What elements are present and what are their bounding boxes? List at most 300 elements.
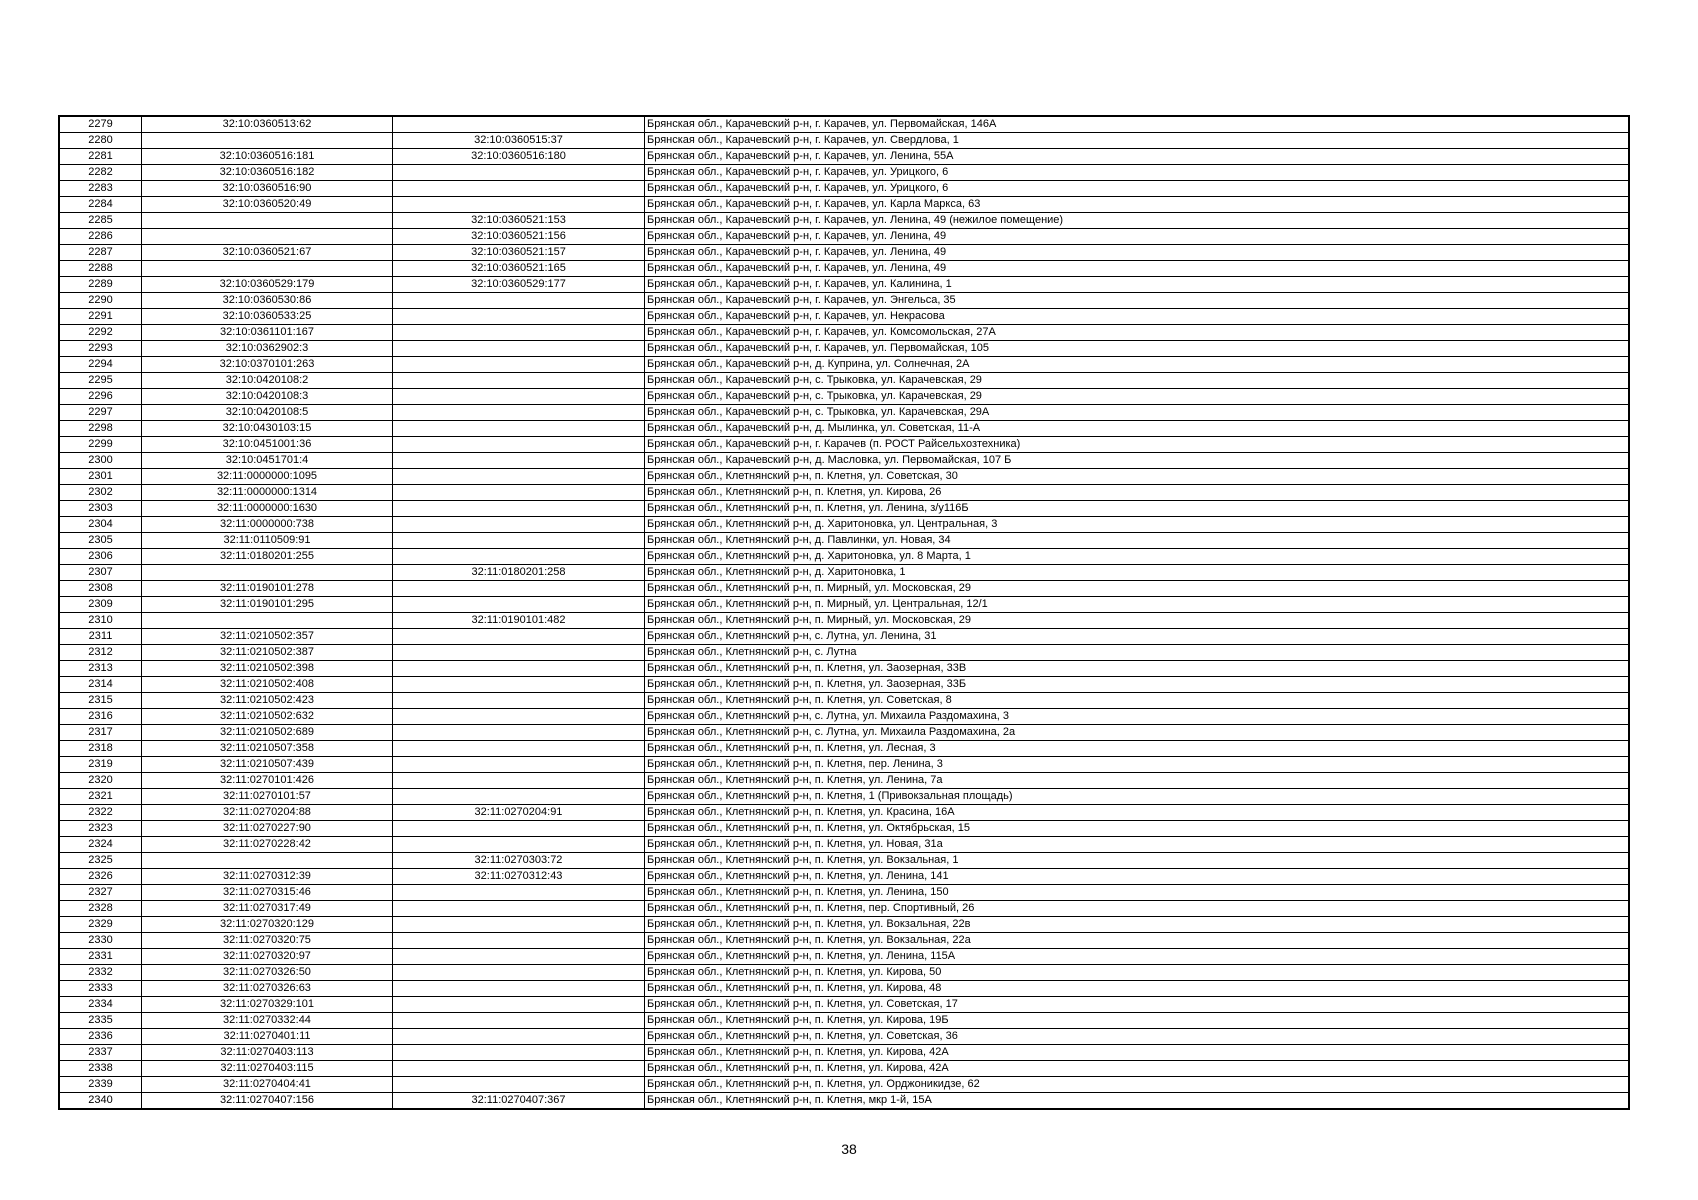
row-number-cell: 2321 xyxy=(59,789,142,805)
related-cadastral-number-cell xyxy=(393,1077,645,1093)
address-cell: Брянская обл., Клетнянский р-н, п. Клетня, пер. Ленина, 3 xyxy=(645,757,1630,773)
row-number-cell: 2323 xyxy=(59,821,142,837)
address-cell: Брянская обл., Клетнянский р-н, п. Клетня, ул. Октябрьская, 15 xyxy=(645,821,1630,837)
related-cadastral-number-cell xyxy=(393,309,645,325)
related-cadastral-number-cell xyxy=(393,949,645,965)
related-cadastral-number-cell xyxy=(393,469,645,485)
address-cell: Брянская обл., Клетнянский р-н, п. Клетня, ул. Вокзальная, 1 xyxy=(645,853,1630,869)
row-number-cell: 2302 xyxy=(59,485,142,501)
table-row xyxy=(59,613,1629,629)
cadastral-number-cell: 32:11:0270329:101 xyxy=(142,997,393,1013)
row-number-cell: 2292 xyxy=(59,325,142,341)
related-cadastral-number-cell xyxy=(393,981,645,997)
address-cell: Брянская обл., Клетнянский р-н, п. Клетня, ул. Советская, 17 xyxy=(645,997,1630,1013)
related-cadastral-number-cell xyxy=(393,181,645,197)
address-cell: Брянская обл., Клетнянский р-н, п. Клетня, ул. Кирова, 42А xyxy=(645,1045,1630,1061)
table-row xyxy=(59,277,1629,293)
address-cell: Брянская обл., Клетнянский р-н, п. Клетня, ул. Кирова, 42А xyxy=(645,1061,1630,1077)
address-cell: Брянская обл., Клетнянский р-н, п. Клетня, ул. Кирова, 50 xyxy=(645,965,1630,981)
row-number-cell: 2296 xyxy=(59,389,142,405)
address-cell: Брянская обл., Клетнянский р-н, п. Клетня, ул. Вокзальная, 22а xyxy=(645,933,1630,949)
table-row xyxy=(59,325,1629,341)
address-cell: Брянская обл., Клетнянский р-н, д. Харитоновка, 1 xyxy=(645,565,1630,581)
related-cadastral-number-cell: 32:11:0270407:367 xyxy=(393,1093,645,1110)
related-cadastral-number-cell: 32:10:0360516:180 xyxy=(393,149,645,165)
table-row xyxy=(59,261,1629,277)
related-cadastral-number-cell xyxy=(393,341,645,357)
address-cell: Брянская обл., Клетнянский р-н, п. Клетня, пер. Спортивный, 26 xyxy=(645,901,1630,917)
address-cell: Брянская обл., Клетнянский р-н, п. Клетня, ул. Кирова, 48 xyxy=(645,981,1630,997)
address-cell: Брянская обл., Клетнянский р-н, с. Лутна xyxy=(645,645,1630,661)
row-number-cell: 2318 xyxy=(59,741,142,757)
table-row xyxy=(59,309,1629,325)
address-cell: Брянская обл., Клетнянский р-н, п. Клетня, ул. Лесная, 3 xyxy=(645,741,1630,757)
row-number-cell: 2327 xyxy=(59,885,142,901)
table-row xyxy=(59,357,1629,373)
address-cell: Брянская обл., Клетнянский р-н, п. Клетня, ул. Орджоникидзе, 62 xyxy=(645,1077,1630,1093)
address-cell: Брянская обл., Клетнянский р-н, п. Клетня, ул. Ленина, 115А xyxy=(645,949,1630,965)
row-number-cell: 2279 xyxy=(59,116,142,133)
cadastral-number-cell: 32:10:0420108:2 xyxy=(142,373,393,389)
row-number-cell: 2298 xyxy=(59,421,142,437)
cadastral-number-cell: 32:11:0210502:689 xyxy=(142,725,393,741)
table-row xyxy=(59,869,1629,885)
address-cell: Брянская обл., Карачевский р-н, г. Карачев, ул. Калинина, 1 xyxy=(645,277,1630,293)
related-cadastral-number-cell xyxy=(393,725,645,741)
row-number-cell: 2336 xyxy=(59,1029,142,1045)
related-cadastral-number-cell xyxy=(393,965,645,981)
cadastral-number-cell: 32:11:0210502:357 xyxy=(142,629,393,645)
row-number-cell: 2333 xyxy=(59,981,142,997)
row-number-cell: 2301 xyxy=(59,469,142,485)
related-cadastral-number-cell xyxy=(393,821,645,837)
related-cadastral-number-cell xyxy=(393,293,645,309)
row-number-cell: 2319 xyxy=(59,757,142,773)
table-row xyxy=(59,389,1629,405)
related-cadastral-number-cell: 32:10:0360521:165 xyxy=(393,261,645,277)
table-row xyxy=(59,181,1629,197)
table-row xyxy=(59,453,1629,469)
table-row xyxy=(59,805,1629,821)
cadastral-number-cell: 32:11:0110509:91 xyxy=(142,533,393,549)
cadastral-number-cell xyxy=(142,261,393,277)
related-cadastral-number-cell xyxy=(393,501,645,517)
cadastral-number-cell: 32:10:0370101:263 xyxy=(142,357,393,373)
page-number: 38 xyxy=(841,1141,857,1157)
related-cadastral-number-cell: 32:11:0270204:91 xyxy=(393,805,645,821)
table-row xyxy=(59,661,1629,677)
related-cadastral-number-cell xyxy=(393,1061,645,1077)
table-row xyxy=(59,789,1629,805)
address-cell: Брянская обл., Клетнянский р-н, п. Клетня, 1 (Привокзальная площадь) xyxy=(645,789,1630,805)
address-cell: Брянская обл., Клетнянский р-н, д. Харитоновка, ул. Центральная, 3 xyxy=(645,517,1630,533)
address-cell: Брянская обл., Клетнянский р-н, п. Клетня, ул. Советская, 36 xyxy=(645,1029,1630,1045)
cadastral-number-cell xyxy=(142,613,393,629)
row-number-cell: 2337 xyxy=(59,1045,142,1061)
table-row xyxy=(59,501,1629,517)
related-cadastral-number-cell: 32:11:0270303:72 xyxy=(393,853,645,869)
related-cadastral-number-cell xyxy=(393,453,645,469)
table-row xyxy=(59,565,1629,581)
cadastral-number-cell: 32:11:0210502:398 xyxy=(142,661,393,677)
related-cadastral-number-cell xyxy=(393,357,645,373)
related-cadastral-number-cell xyxy=(393,661,645,677)
row-number-cell: 2308 xyxy=(59,581,142,597)
row-number-cell: 2320 xyxy=(59,773,142,789)
address-cell: Брянская обл., Карачевский р-н, д. Куприна, ул. Солнечная, 2А xyxy=(645,357,1630,373)
cadastral-number-cell: 32:11:0210507:439 xyxy=(142,757,393,773)
address-cell: Брянская обл., Карачевский р-н, г. Карачев (п. РОСТ Райсельхозтехника) xyxy=(645,437,1630,453)
table-row xyxy=(59,341,1629,357)
table-row xyxy=(59,1061,1629,1077)
table-row xyxy=(59,437,1629,453)
cadastral-number-cell: 32:11:0270320:129 xyxy=(142,917,393,933)
address-cell: Брянская обл., Карачевский р-н, г. Карачев, ул. Ленина, 55А xyxy=(645,149,1630,165)
address-cell: Брянская обл., Клетнянский р-н, п. Клетня, ул. Ленина, 150 xyxy=(645,885,1630,901)
row-number-cell: 2297 xyxy=(59,405,142,421)
address-cell: Брянская обл., Карачевский р-н, г. Карачев, ул. Свердлова, 1 xyxy=(645,133,1630,149)
table-row xyxy=(59,677,1629,693)
related-cadastral-number-cell xyxy=(393,933,645,949)
address-cell: Брянская обл., Карачевский р-н, г. Карачев, ул. Энгельса, 35 xyxy=(645,293,1630,309)
cadastral-number-cell xyxy=(142,213,393,229)
cadastral-number-cell: 32:11:0180201:255 xyxy=(142,549,393,565)
table-row xyxy=(59,533,1629,549)
table-row xyxy=(59,997,1629,1013)
cadastral-number-cell: 32:10:0430103:15 xyxy=(142,421,393,437)
cadastral-number-cell: 32:11:0270320:97 xyxy=(142,949,393,965)
cadastral-number-cell: 32:11:0190101:278 xyxy=(142,581,393,597)
address-cell: Брянская обл., Клетнянский р-н, п. Клетня, ул. Кирова, 19Б xyxy=(645,1013,1630,1029)
related-cadastral-number-cell xyxy=(393,901,645,917)
related-cadastral-number-cell xyxy=(393,325,645,341)
address-cell: Брянская обл., Клетнянский р-н, с. Лутна, ул. Михаила Раздомахина, 2а xyxy=(645,725,1630,741)
related-cadastral-number-cell xyxy=(393,1013,645,1029)
row-number-cell: 2307 xyxy=(59,565,142,581)
row-number-cell: 2312 xyxy=(59,645,142,661)
table-row xyxy=(59,116,1629,133)
related-cadastral-number-cell: 32:11:0270312:43 xyxy=(393,869,645,885)
related-cadastral-number-cell xyxy=(393,197,645,213)
address-cell: Брянская обл., Карачевский р-н, г. Карачев, ул. Урицкого, 6 xyxy=(645,165,1630,181)
row-number-cell: 2281 xyxy=(59,149,142,165)
related-cadastral-number-cell xyxy=(393,677,645,693)
related-cadastral-number-cell xyxy=(393,405,645,421)
cadastral-number-cell: 32:11:0270326:50 xyxy=(142,965,393,981)
related-cadastral-number-cell xyxy=(393,837,645,853)
cadastral-number-cell: 32:11:0270320:75 xyxy=(142,933,393,949)
table-row xyxy=(59,293,1629,309)
related-cadastral-number-cell xyxy=(393,709,645,725)
cadastral-number-cell: 32:10:0360516:182 xyxy=(142,165,393,181)
address-cell: Брянская обл., Клетнянский р-н, п. Клетня, ул. Заозерная, 33В xyxy=(645,661,1630,677)
row-number-cell: 2325 xyxy=(59,853,142,869)
table-row xyxy=(59,213,1629,229)
cadastral-number-cell: 32:11:0210502:387 xyxy=(142,645,393,661)
related-cadastral-number-cell xyxy=(393,485,645,501)
cadastral-number-cell: 32:11:0270315:46 xyxy=(142,885,393,901)
cadastral-number-cell: 32:10:0360521:67 xyxy=(142,245,393,261)
row-number-cell: 2299 xyxy=(59,437,142,453)
row-number-cell: 2285 xyxy=(59,213,142,229)
address-cell: Брянская обл., Клетнянский р-н, п. Клетня, ул. Кирова, 26 xyxy=(645,485,1630,501)
related-cadastral-number-cell xyxy=(393,581,645,597)
address-cell: Брянская обл., Клетнянский р-н, п. Клетня, ул. Вокзальная, 22в xyxy=(645,917,1630,933)
related-cadastral-number-cell xyxy=(393,629,645,645)
table-row xyxy=(59,549,1629,565)
related-cadastral-number-cell xyxy=(393,741,645,757)
row-number-cell: 2338 xyxy=(59,1061,142,1077)
row-number-cell: 2300 xyxy=(59,453,142,469)
related-cadastral-number-cell xyxy=(393,1029,645,1045)
table-row xyxy=(59,517,1629,533)
address-cell: Брянская обл., Карачевский р-н, с. Трыковка, ул. Карачевская, 29А xyxy=(645,405,1630,421)
related-cadastral-number-cell xyxy=(393,773,645,789)
table-row xyxy=(59,1029,1629,1045)
table-row xyxy=(59,405,1629,421)
cadastral-number-cell: 32:10:0360529:179 xyxy=(142,277,393,293)
row-number-cell: 2340 xyxy=(59,1093,142,1110)
related-cadastral-number-cell: 32:11:0190101:482 xyxy=(393,613,645,629)
table-row xyxy=(59,1013,1629,1029)
related-cadastral-number-cell xyxy=(393,165,645,181)
related-cadastral-number-cell xyxy=(393,757,645,773)
row-number-cell: 2280 xyxy=(59,133,142,149)
row-number-cell: 2294 xyxy=(59,357,142,373)
address-cell: Брянская обл., Карачевский р-н, г. Карачев, ул. Первомайская, 146А xyxy=(645,116,1630,133)
address-cell: Брянская обл., Клетнянский р-н, д. Павлинки, ул. Новая, 34 xyxy=(645,533,1630,549)
row-number-cell: 2291 xyxy=(59,309,142,325)
cadastral-number-cell xyxy=(142,565,393,581)
row-number-cell: 2329 xyxy=(59,917,142,933)
row-number-cell: 2290 xyxy=(59,293,142,309)
table-row xyxy=(59,853,1629,869)
row-number-cell: 2309 xyxy=(59,597,142,613)
row-number-cell: 2305 xyxy=(59,533,142,549)
cadastral-number-cell: 32:11:0270407:156 xyxy=(142,1093,393,1110)
cadastral-number-cell: 32:10:0360520:49 xyxy=(142,197,393,213)
row-number-cell: 2331 xyxy=(59,949,142,965)
related-cadastral-number-cell: 32:10:0360521:153 xyxy=(393,213,645,229)
related-cadastral-number-cell xyxy=(393,789,645,805)
related-cadastral-number-cell xyxy=(393,997,645,1013)
table-row xyxy=(59,917,1629,933)
table-row xyxy=(59,149,1629,165)
related-cadastral-number-cell xyxy=(393,1045,645,1061)
address-cell: Брянская обл., Клетнянский р-н, п. Мирный, ул. Центральная, 12/1 xyxy=(645,597,1630,613)
row-number-cell: 2286 xyxy=(59,229,142,245)
row-number-cell: 2293 xyxy=(59,341,142,357)
table-row xyxy=(59,773,1629,789)
row-number-cell: 2322 xyxy=(59,805,142,821)
table-row xyxy=(59,837,1629,853)
related-cadastral-number-cell: 32:10:0360529:177 xyxy=(393,277,645,293)
cadastral-number-cell: 32:10:0420108:5 xyxy=(142,405,393,421)
table-row xyxy=(59,1093,1629,1110)
related-cadastral-number-cell xyxy=(393,421,645,437)
table-row xyxy=(59,197,1629,213)
address-cell: Брянская обл., Карачевский р-н, г. Карачев, ул. Ленина, 49 xyxy=(645,229,1630,245)
address-cell: Брянская обл., Карачевский р-н, г. Карачев, ул. Карла Маркса, 63 xyxy=(645,197,1630,213)
cadastral-number-cell: 32:11:0270401:11 xyxy=(142,1029,393,1045)
table-row xyxy=(59,597,1629,613)
address-cell: Брянская обл., Карачевский р-н, г. Карачев, ул. Ленина, 49 (нежилое помещение) xyxy=(645,213,1630,229)
address-cell: Брянская обл., Карачевский р-н, г. Карачев, ул. Ленина, 49 xyxy=(645,261,1630,277)
row-number-cell: 2324 xyxy=(59,837,142,853)
related-cadastral-number-cell xyxy=(393,597,645,613)
table-row xyxy=(59,949,1629,965)
cadastral-number-cell: 32:11:0270404:41 xyxy=(142,1077,393,1093)
table-row xyxy=(59,629,1629,645)
cadastral-number-cell: 32:11:0210502:423 xyxy=(142,693,393,709)
table-row xyxy=(59,581,1629,597)
address-cell: Брянская обл., Клетнянский р-н, д. Харитоновка, ул. 8 Марта, 1 xyxy=(645,549,1630,565)
address-cell: Брянская обл., Клетнянский р-н, п. Клетня, ул. Ленина, 141 xyxy=(645,869,1630,885)
row-number-cell: 2314 xyxy=(59,677,142,693)
cadastral-number-cell: 32:10:0420108:3 xyxy=(142,389,393,405)
table-row xyxy=(59,821,1629,837)
table-row xyxy=(59,709,1629,725)
table-row xyxy=(59,741,1629,757)
related-cadastral-number-cell xyxy=(393,885,645,901)
cadastral-number-cell: 32:11:0270227:90 xyxy=(142,821,393,837)
address-cell: Брянская обл., Клетнянский р-н, п. Клетня, ул. Заозерная, 33Б xyxy=(645,677,1630,693)
table-row xyxy=(59,245,1629,261)
cadastral-number-cell: 32:11:0270228:42 xyxy=(142,837,393,853)
cadastral-number-cell: 32:11:0000000:1095 xyxy=(142,469,393,485)
cadastral-number-cell: 32:10:0360516:90 xyxy=(142,181,393,197)
table-row xyxy=(59,933,1629,949)
related-cadastral-number-cell: 32:11:0180201:258 xyxy=(393,565,645,581)
cadastral-number-cell: 32:10:0360513:62 xyxy=(142,116,393,133)
cadastral-number-cell: 32:11:0210507:358 xyxy=(142,741,393,757)
related-cadastral-number-cell xyxy=(393,917,645,933)
address-cell: Брянская обл., Клетнянский р-н, п. Клетня, ул. Ленина, з/у116Б xyxy=(645,501,1630,517)
related-cadastral-number-cell xyxy=(393,517,645,533)
row-number-cell: 2339 xyxy=(59,1077,142,1093)
row-number-cell: 2317 xyxy=(59,725,142,741)
address-cell: Брянская обл., Клетнянский р-н, п. Мирный, ул. Московская, 29 xyxy=(645,613,1630,629)
table-row xyxy=(59,469,1629,485)
cadastral-number-cell: 32:11:0270101:426 xyxy=(142,773,393,789)
related-cadastral-number-cell xyxy=(393,645,645,661)
table-row xyxy=(59,421,1629,437)
address-cell: Брянская обл., Клетнянский р-н, п. Клетня, ул. Ленина, 7а xyxy=(645,773,1630,789)
row-number-cell: 2306 xyxy=(59,549,142,565)
row-number-cell: 2334 xyxy=(59,997,142,1013)
address-cell: Брянская обл., Карачевский р-н, г. Карачев, ул. Комсомольская, 27А xyxy=(645,325,1630,341)
cadastral-number-cell: 32:10:0361101:167 xyxy=(142,325,393,341)
address-cell: Брянская обл., Карачевский р-н, д. Мылинка, ул. Советская, 11-А xyxy=(645,421,1630,437)
address-cell: Брянская обл., Карачевский р-н, с. Трыковка, ул. Карачевская, 29 xyxy=(645,389,1630,405)
address-cell: Брянская обл., Клетнянский р-н, п. Клетня, ул. Советская, 8 xyxy=(645,693,1630,709)
row-number-cell: 2289 xyxy=(59,277,142,293)
table-row xyxy=(59,1045,1629,1061)
address-cell: Брянская обл., Клетнянский р-н, п. Клетня, ул. Красина, 16А xyxy=(645,805,1630,821)
cadastral-number-cell: 32:11:0270332:44 xyxy=(142,1013,393,1029)
address-cell: Брянская обл., Клетнянский р-н, п. Клетня, ул. Новая, 31а xyxy=(645,837,1630,853)
address-cell: Брянская обл., Карачевский р-н, г. Карачев, ул. Урицкого, 6 xyxy=(645,181,1630,197)
table-row xyxy=(59,485,1629,501)
cadastral-number-cell: 32:10:0360516:181 xyxy=(142,149,393,165)
related-cadastral-number-cell xyxy=(393,693,645,709)
cadastral-number-cell: 32:11:0000000:1630 xyxy=(142,501,393,517)
address-cell: Брянская обл., Клетнянский р-н, п. Клетня, мкр 1-й, 15А xyxy=(645,1093,1630,1110)
cadastral-number-cell: 32:11:0270326:63 xyxy=(142,981,393,997)
related-cadastral-number-cell: 32:10:0360515:37 xyxy=(393,133,645,149)
related-cadastral-number-cell xyxy=(393,549,645,565)
row-number-cell: 2288 xyxy=(59,261,142,277)
cadastral-number-cell: 32:11:0270403:115 xyxy=(142,1061,393,1077)
related-cadastral-number-cell xyxy=(393,389,645,405)
row-number-cell: 2283 xyxy=(59,181,142,197)
table-row xyxy=(59,1077,1629,1093)
related-cadastral-number-cell xyxy=(393,437,645,453)
table-row xyxy=(59,901,1629,917)
row-number-cell: 2311 xyxy=(59,629,142,645)
row-number-cell: 2303 xyxy=(59,501,142,517)
cadastral-number-cell: 32:11:0210502:408 xyxy=(142,677,393,693)
address-cell: Брянская обл., Карачевский р-н, д. Масловка, ул. Первомайская, 107 Б xyxy=(645,453,1630,469)
row-number-cell: 2330 xyxy=(59,933,142,949)
row-number-cell: 2295 xyxy=(59,373,142,389)
table-row xyxy=(59,757,1629,773)
row-number-cell: 2315 xyxy=(59,693,142,709)
table-row xyxy=(59,645,1629,661)
cadastral-number-cell: 32:11:0210502:632 xyxy=(142,709,393,725)
cadastral-number-cell: 32:11:0190101:295 xyxy=(142,597,393,613)
table-row xyxy=(59,981,1629,997)
cadastral-number-cell: 32:11:0270312:39 xyxy=(142,869,393,885)
row-number-cell: 2282 xyxy=(59,165,142,181)
address-cell: Брянская обл., Карачевский р-н, г. Карачев, ул. Ленина, 49 xyxy=(645,245,1630,261)
cadastral-number-cell: 32:10:0360533:25 xyxy=(142,309,393,325)
cadastral-number-cell: 32:11:0270101:57 xyxy=(142,789,393,805)
cadastral-number-cell: 32:10:0360530:86 xyxy=(142,293,393,309)
table-row xyxy=(59,725,1629,741)
row-number-cell: 2328 xyxy=(59,901,142,917)
table-row xyxy=(59,965,1629,981)
row-number-cell: 2287 xyxy=(59,245,142,261)
cadastral-number-cell: 32:11:0270204:88 xyxy=(142,805,393,821)
related-cadastral-number-cell: 32:10:0360521:156 xyxy=(393,229,645,245)
address-cell: Брянская обл., Карачевский р-н, с. Трыковка, ул. Карачевская, 29 xyxy=(645,373,1630,389)
related-cadastral-number-cell xyxy=(393,116,645,133)
row-number-cell: 2335 xyxy=(59,1013,142,1029)
row-number-cell: 2310 xyxy=(59,613,142,629)
table-row xyxy=(59,693,1629,709)
table-row xyxy=(59,885,1629,901)
address-cell: Брянская обл., Клетнянский р-н, п. Клетня, ул. Советская, 30 xyxy=(645,469,1630,485)
row-number-cell: 2313 xyxy=(59,661,142,677)
property-table-body xyxy=(59,116,1629,1109)
property-table xyxy=(58,115,1630,1110)
table-row xyxy=(59,165,1629,181)
address-cell: Брянская обл., Карачевский р-н, г. Карачев, ул. Первомайская, 105 xyxy=(645,341,1630,357)
cadastral-number-cell xyxy=(142,133,393,149)
related-cadastral-number-cell xyxy=(393,533,645,549)
table-row xyxy=(59,133,1629,149)
address-cell: Брянская обл., Клетнянский р-н, с. Лутна, ул. Ленина, 31 xyxy=(645,629,1630,645)
row-number-cell: 2316 xyxy=(59,709,142,725)
row-number-cell: 2326 xyxy=(59,869,142,885)
address-cell: Брянская обл., Клетнянский р-н, п. Мирный, ул. Московская, 29 xyxy=(645,581,1630,597)
table-row xyxy=(59,373,1629,389)
row-number-cell: 2304 xyxy=(59,517,142,533)
address-cell: Брянская обл., Карачевский р-н, г. Карачев, ул. Некрасова xyxy=(645,309,1630,325)
cadastral-number-cell: 32:11:0270317:49 xyxy=(142,901,393,917)
row-number-cell: 2332 xyxy=(59,965,142,981)
